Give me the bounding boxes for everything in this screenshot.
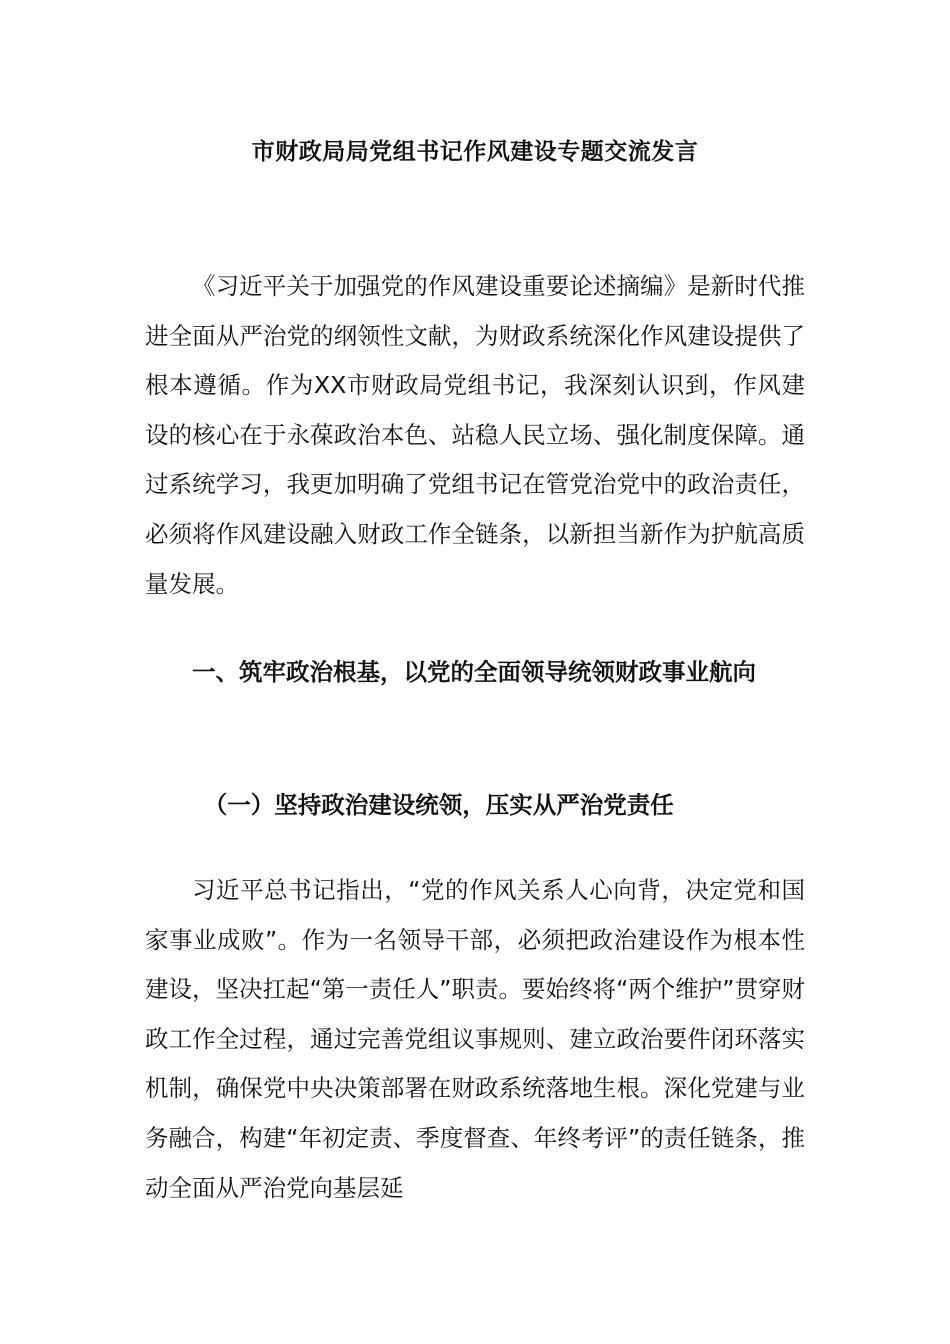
- body-paragraph: 习近平总书记指出，“党的作风关系人心向背，决定党和国家事业成败”。作为一名领导干部，必须把政治建设作为根本性建设，坚决扛起“第一责任人”职责。要始终将“两个维护”贯穿财政工作全过程，通过完善党组议事规则、建立政治要件闭环落实机制，确保党中央决策部署在财政系统落地生根。深化党建与业务融合，构建“年初定责、季度督查、年终考评”的责任链条，推动全面从严治党向基层延: [145, 876, 805, 1202]
- document-title: 市财政局局党组书记作风建设专题交流发言: [251, 139, 699, 165]
- subsection-heading: （一）坚持政治建设统领，压实从严治党责任: [203, 791, 674, 819]
- section-heading: 一、筑牢政治根基，以党的全面领导统领财政事业航向: [192, 658, 756, 686]
- intro-paragraph: 《习近平关于加强党的作风建设重要论述摘编》是新时代推进全面从严治党的纲领性文献，为财政系统深化作风建设提供了根本遵循。作为XX市财政局党组书记，我深刻认识到，作风建设的核心在于永葆政治本色、站稳人民立场、强化制度保障。通过系统学习，我更加明确了党组书记在管党治党中的政治责任，必须将作风建设融入财政工作全链条，以新担当新作为护航高质量发展。: [145, 272, 805, 598]
